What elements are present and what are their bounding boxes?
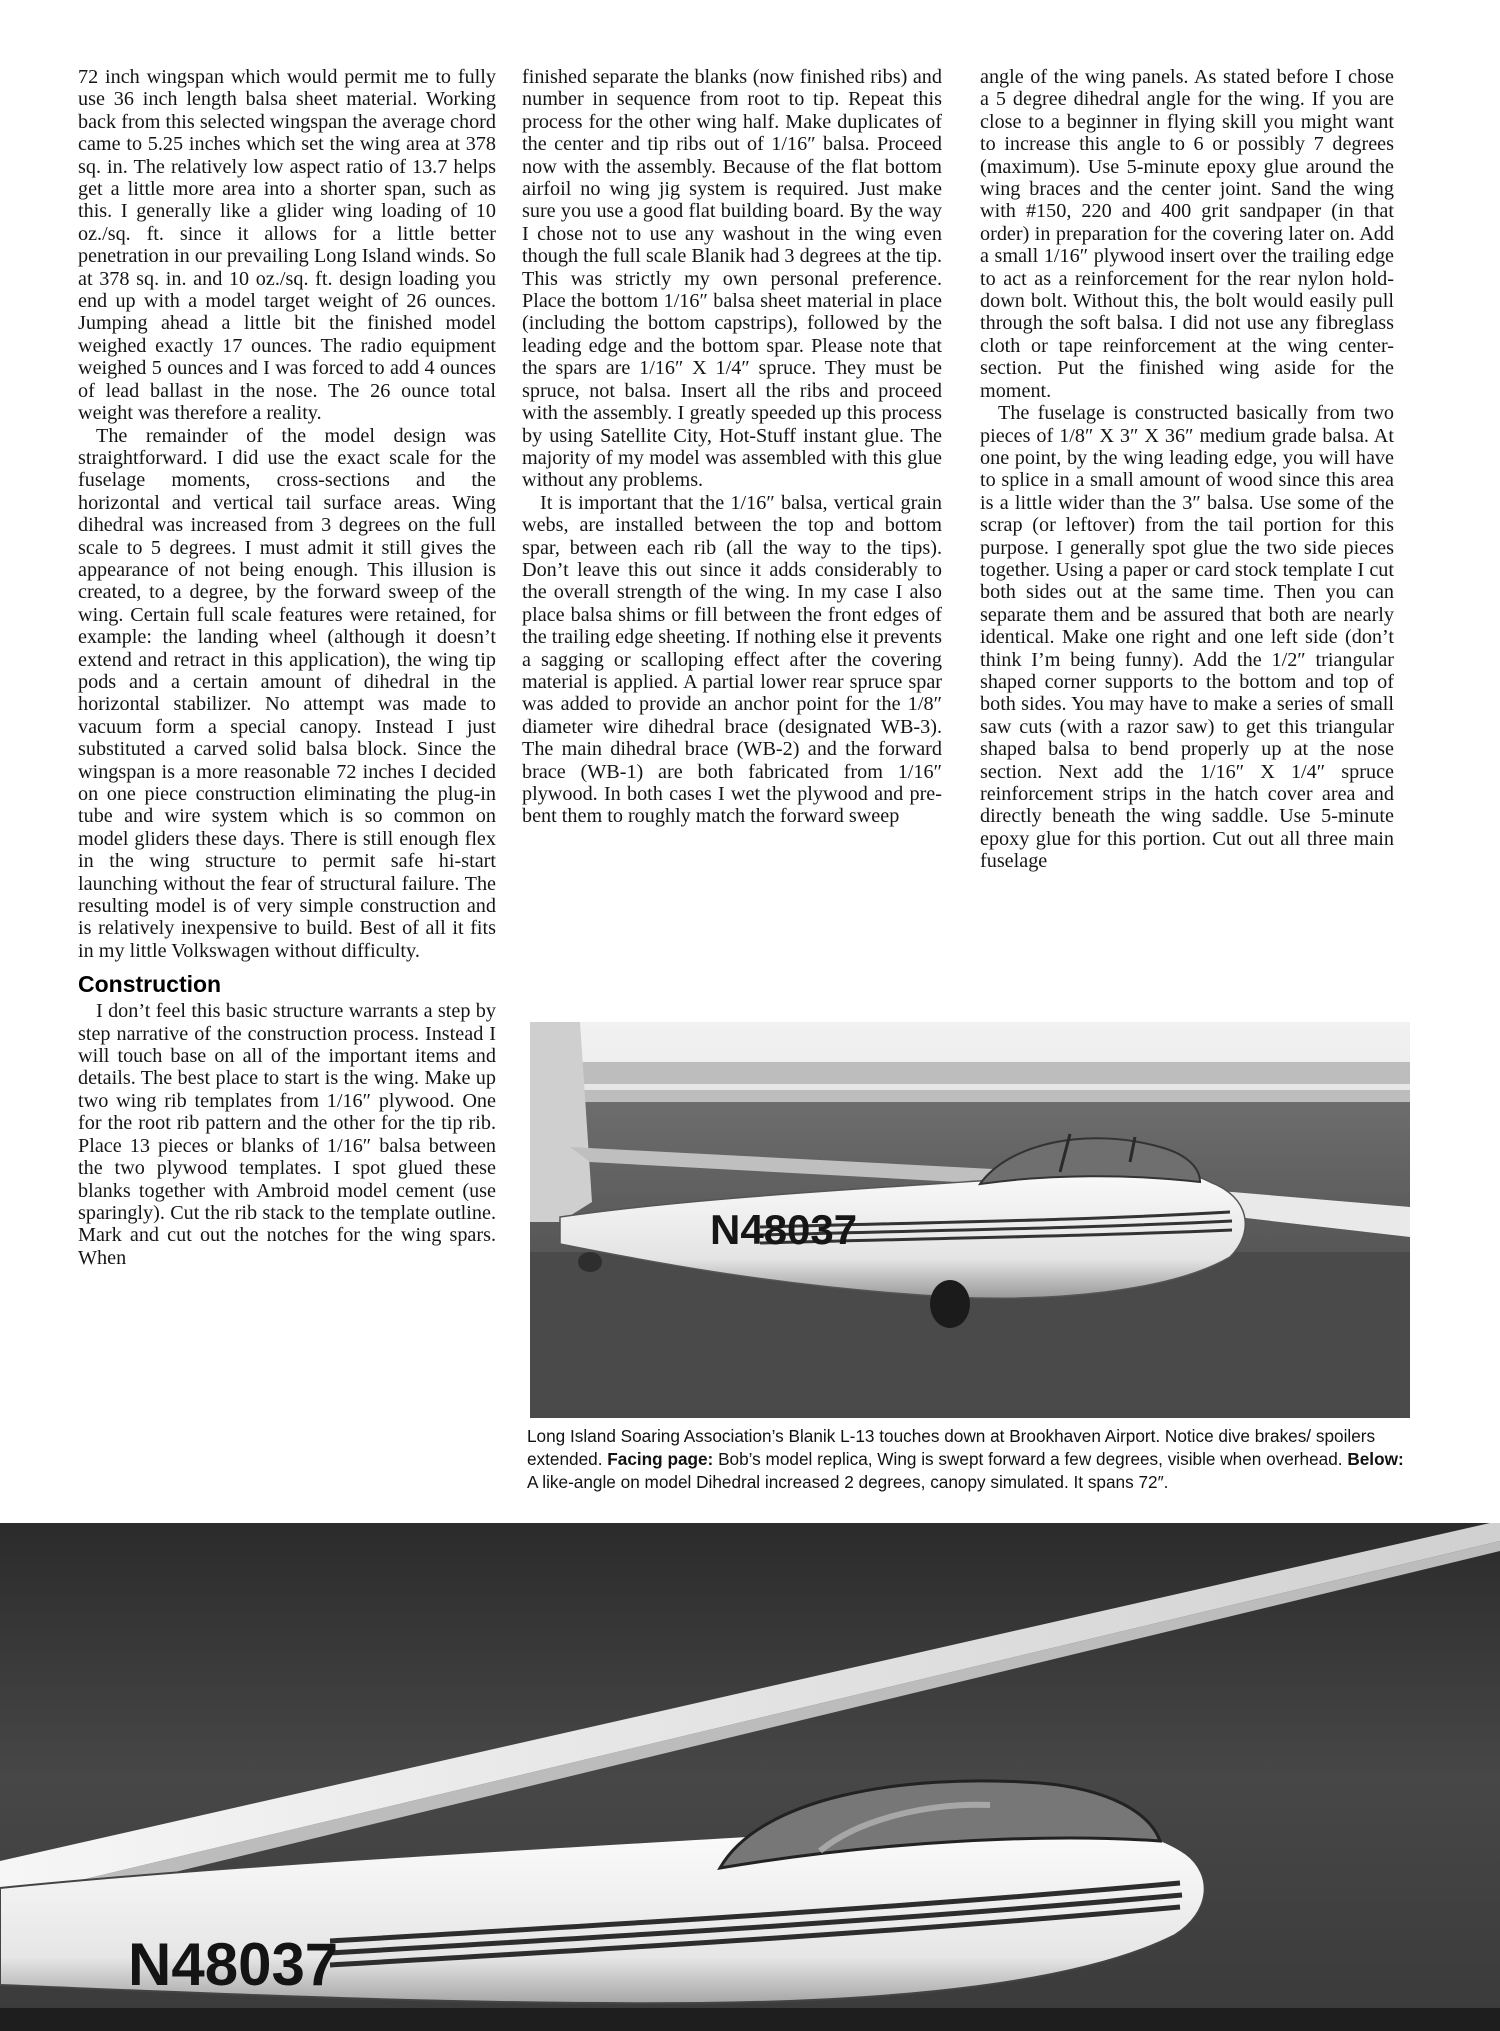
registration-marking: N48037 (710, 1206, 858, 1253)
caption-text: Bob’s model replica, Wing is swept forward a few degrees, visible when overhead. (713, 1449, 1348, 1469)
section-heading: Construction (78, 971, 222, 998)
paragraph: The fuselage is constructed basically from two pieces of 1/8″ X 3″ X 36″ medium grade balsa. At one point, by the wing leading edge, you will have to splice in a small amount of wood since this area is a little wider than the 3″ balsa. Use some of the scrap (or leftover) from the tail portion for this purpose. I generally spot glue the two side pieces together. Using a paper or card stock template I cut both sides out at the same time. Then you can separate them and be assured that both are nearly identical. Make one right and one left side (don’t think I’m being funny). Add the 1/2″ triangular shaped corner supports to the bottom and top of both sides. You may have to make a series of small saw cuts (with a razor saw) to get this triangular shaped balsa to bend properly up at the nose section. Next add the 1/16″ X 1/4″ spruce reinforcement strips in the hatch cover area and directly beneath the wing saddle. Use 5-minute epoxy glue for this portion. Cut out all three main fuselage (980, 402, 1394, 873)
model-glider-photo (0, 1523, 1500, 2031)
text-column-3 (980, 66, 1394, 873)
caption-text: A like-angle on model Dihedral increased 2 degrees, canopy simulated. It spans 72″. (527, 1472, 1169, 1492)
paragraph: The remainder of the model design was straightforward. I did use the exact scale for the fuselage moments, cross-sections and the horizontal and vertical tail surface areas. Wing dihedral was increased from 3 degrees on the full scale to 5 degrees. I must admit it still gives the appearance of not being enough. This illusion is created, to a degree, by the forward sweep of the wing. Certain full scale features were retained, for example: the landing wheel (although it doesn’t extend and retract in this application), the wing tip pods and a certain amount of dihedral in the horizontal stabilizer. No attempt was made to vacuum form a special canopy. Instead I just substituted a carved solid balsa block. Since the wingspan is a more reasonable 72 inches I decided on one piece construction eliminating the plug-in tube and wire system which is so common on model gliders these days. There is still enough flex in the wing structure to permit safe hi-start launching without the fear of structural failure. The resulting model is of very simple construction and is relatively inexpensive to build. Best of all it fits in my little Volkswagen without difficulty. (78, 424, 496, 962)
caption-label: Facing page: (607, 1449, 714, 1469)
caption-text: Long Island Soaring Association’s Blanik L-13 touches down at Brookhaven Airport. Notice dive brakes/ spoilers extended. (527, 1426, 1376, 1469)
paragraph: I don’t feel this basic structure warrants a step by step narrative of the construction process. Instead I will touch base on all of the important items and details. The best place to start is the wing. Make up two wing rib templates from 1/16″ plywood. One for the root rib pattern and the other for the tip rib. Place 13 pieces or blanks of 1/16″ balsa between the two plywood templates. I spot glued these blanks together with Ambroid model cement (use sparingly). Cut the rib stack to the template outline. Mark and cut out the notches for the wing spars. When (78, 1000, 496, 1269)
glider-landing-photo (530, 1022, 1410, 1418)
caption-label: Below: (1347, 1449, 1404, 1469)
paragraph: finished separate the blanks (now finished ribs) and number in sequence from root to tip. Repeat this process for the other wing half. Make duplicates of the center and tip ribs out of 1/16″ balsa. Proceed now with the assembly. Because of the flat bottom airfoil no wing jig system is required. Just make sure you use a good flat building board. By the way I chose not to use any washout in the wing even though the full scale Blanik had 3 degrees at the tip. This was strictly my own personal preference. Place the bottom 1/16″ balsa sheet material in place (including the bottom capstrips), followed by the leading edge and the bottom spar. Please note that the spars are 1/16″ X 1/4″ spruce. They must be spruce, not balsa. Insert all the ribs and proceed with the assembly. I greatly speeded up this process by using Satellite City, Hot-Stuff instant glue. The majority of my model was assembled with this glue without any problems. (522, 66, 942, 492)
photo-caption (527, 1425, 1417, 1494)
text-column-2 (522, 66, 942, 828)
text-column-1 (78, 66, 496, 1269)
paragraph: angle of the wing panels. As stated before I chose a 5 degree dihedral angle for the wing. If you are close to a beginner in flying skill you might want to increase this angle to 6 or possibly 7 degrees (maximum). Use 5-minute epoxy glue around the wing braces and the center joint. Sand the wing with #150, 220 and 400 grit sandpaper (in that order) in preparation for the covering later on. Add a small 1/16″ plywood insert over the trailing edge to act as a reinforcement for the rear nylon hold-down bolt. Without this, the bolt would easily pull through the soft balsa. I did not use any fibreglass cloth or tape reinforcement at the wing center-section. Put the finished wing aside for the moment. (980, 66, 1394, 402)
paragraph: 72 inch wingspan which would permit me to fully use 36 inch length balsa sheet material. Working back from this selected wingspan the average chord came to 5.25 inches which set the wing area at 378 sq. in. The relatively low aspect ratio of 13.7 helps get a little more area into a shorter span, such as this. I generally like a glider wing loading of 10 oz./sq. ft. since it allows for a little better penetration in our prevailing Long Island winds. So at 378 sq. in. and 10 oz./sq. ft. design loading you end up with a model target weight of 26 ounces. Jumping ahead a little bit the finished model weighed exactly 17 ounces. The radio equipment weighed 5 ounces and I was forced to add 4 ounces of lead ballast in the nose. The 26 ounce total weight was therefore a reality. (78, 66, 496, 425)
paragraph: It is important that the 1/16″ balsa, vertical grain webs, are installed between the top and bottom spar, between each rib (all the way to the tips). Don’t leave this out since it adds considerably to the overall strength of the wing. In my case I also place balsa shims or fill between the front edges of the trailing edge sheeting. If nothing else it prevents a sagging or scalloping effect after the covering material is applied. A partial lower rear spruce spar was added to provide an anchor point for the 1/8″ diameter wire dihedral brace (designated WB-3). The main dihedral brace (WB-2) and the forward brace (WB-1) are both fabricated from 1/16″ plywood. In both cases I wet the plywood and pre-bent them to roughly match the forward sweep (522, 491, 942, 828)
registration-marking: N48037 (128, 1931, 339, 1998)
